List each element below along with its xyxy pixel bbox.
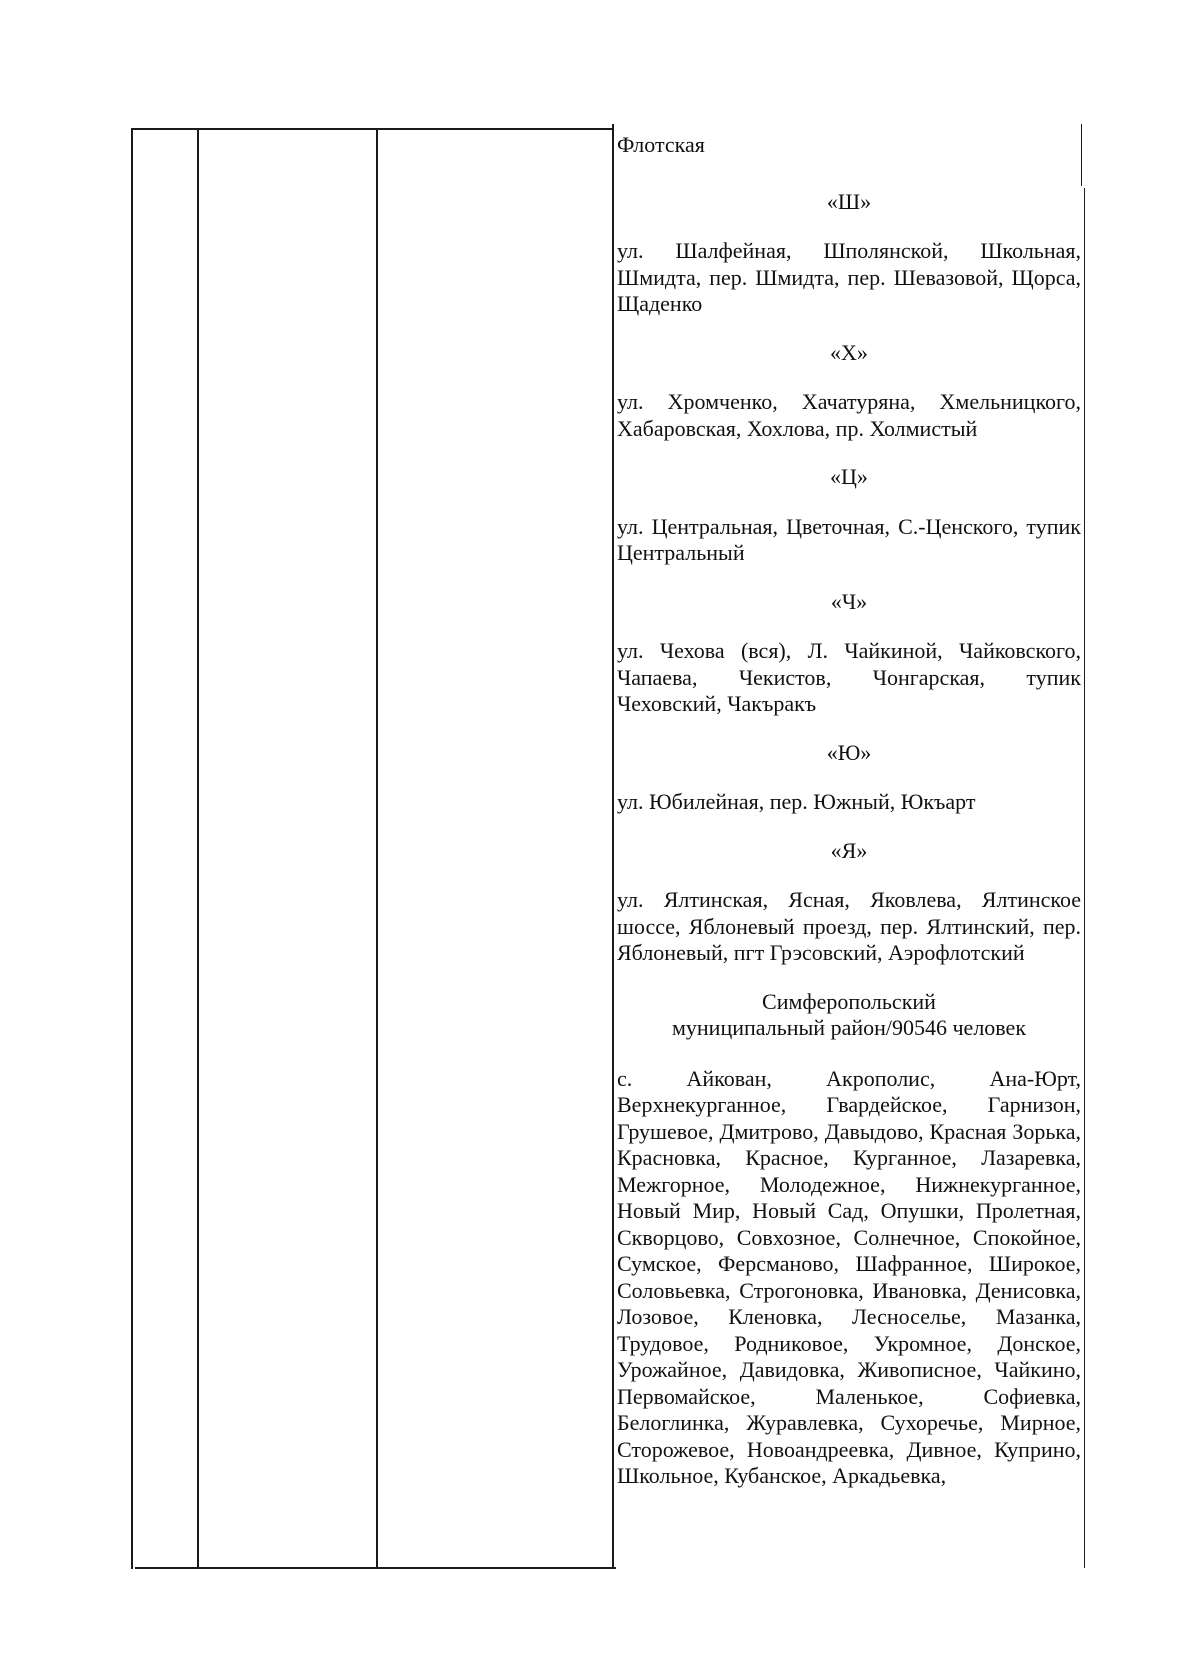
table-column-border-4 [612,124,614,1569]
continuation-text: Флотская [617,132,705,157]
streets-kh: ул. Хромченко, Хачатуряна, Хмельницкого, Хабаровская, Хохлова, пр. Холмистый [617,389,1081,441]
streets-sh: ул. Шалфейная, Шполянской, Школьная, Шмидта, пер. Шмидта, пер. Шевазовой, Щорса, Щаденко [617,238,1081,316]
district-name: Симферопольский [762,988,936,1014]
table-column-border-3 [376,128,378,1569]
table-column-border-2 [197,128,199,1569]
letter-heading-ts: «Ц» [830,464,868,489]
streets-ts: ул. Центральная, Цветочная, С.-Ценского, тупик Центральный [617,513,1081,565]
letter-heading-kh: «Х» [830,339,868,365]
table-top-border [131,128,613,130]
table-column-border-1 [131,128,133,1569]
letter-heading-ch: «Ч» [830,588,868,614]
table-right-border [1084,188,1085,1568]
streets-ya: ул. Ялтинская, Ясная, Яковлева, Ялтинское шоссе, Яблоневый проезд, пер. Ялтинский, пер. Яблоневый, пгт Грэсовский, Аэрофлотский [617,887,1081,965]
streets-ch: ул. Чехова (вся), Л. Чайкиной, Чайковского, Чапаева, Чекистов, Чонгарская, тупик Чеховский, Чакъракъ [617,638,1081,716]
address-list-column [617,132,1081,1490]
letter-heading-sh: «Ш» [826,188,872,214]
district-heading [617,989,1081,1042]
table-right-border-top [1081,124,1082,186]
villages-list: с. Айкован, Акрополис, Ана-Юрт, Верхнекурганное, Гвардейское, Гарнизон, Грушевое, Дмитрово, Давыдово, Красная Зорька, Красновка, Красное, Курганное, Лазаревка, Межгорное, Молодежное, Нижнекурганное, Новый Мир, Новый Сад, Опушки, Пролетная, Скворцово, Совхозное, Солнечное, Спокойное, Сумское, Ферсманово, Шафранное, Широкое, Соловьевка, Строгоновка, Ивановка, Денисовка, Лозовое, Кленовка, Лесноселье, Мазанка, Трудовое, Родниковое, Укромное, Донское, Урожайное, Давидовка, Живописное, Чайкино, Первомайское, Маленькое, Софиевка, Белоглинка, Журавлевка, Сухоречье, Мирное, Сторожевое, Новоандреевка, Дивное, Куприно, Школьное, Кубанское, Аркадьевка, [617,1065,1081,1488]
letter-heading-yu: «Ю» [826,739,872,765]
streets-yu: ул. Юбилейная, пер. Южный, Юкъарт [617,789,976,814]
district-population: муниципальный район/90546 человек [671,1015,1027,1040]
letter-heading-ya: «Я» [830,837,868,863]
